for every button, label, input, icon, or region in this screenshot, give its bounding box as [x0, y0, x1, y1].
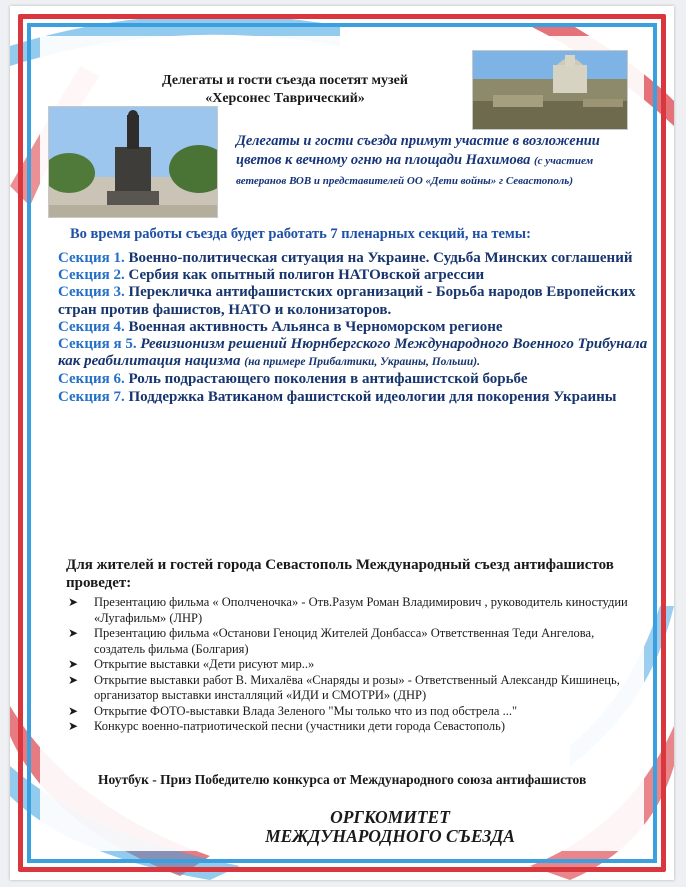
- chersonesos-photo: [472, 50, 628, 130]
- events-list: [68, 595, 640, 735]
- section-item: Секция 6. Роль подрастающего поколения в антифашистской борьбе: [58, 371, 528, 388]
- section-item: Секция 1. Военно-политическая ситуация на Украине. Судьба Минских соглашений: [58, 250, 633, 266]
- section-item: Секция 7. Поддержка Ватиканом фашистской идеологии для покорения Украины: [58, 388, 617, 405]
- prize-text: Ноутбук - Приз Победителю конкурса от Международного союза антифашистов: [98, 772, 587, 787]
- list-item: ➤ Презентацию фильма «Останови Геноцид Жителей Донбасса» Ответственная Теди Ангелова, создатель фильма (Болгария): [68, 626, 595, 656]
- flyer-page: [10, 6, 674, 880]
- wreath-laying-main: Делегаты и гости съезда примут участие в возложении цветов к вечному огню на площади Нахимова: [236, 133, 600, 168]
- organizing-committee-signature: [240, 808, 540, 846]
- section-item: Секция 4. Военная активность Альянса в Черноморском регионе: [58, 318, 503, 335]
- arrow-bullet-icon: ➤: [68, 719, 79, 733]
- sections-list: [58, 250, 648, 406]
- arrow-bullet-icon: ➤: [68, 703, 79, 718]
- wreath-laying-note: (с участием ветеранов ВОВ и представителей ОО «Дети войны» г Севастополь): [236, 155, 594, 187]
- nakhimov-monument-photo: [48, 106, 218, 218]
- committee-line-1: ОРГКОМИТЕТ: [330, 807, 450, 827]
- events-heading: Для жителей и гостей города Севастополь Международный съезд антифашистов проведет:: [66, 557, 614, 591]
- list-item: ➤ Открытие выставки «Дети рисуют мир..»: [68, 657, 315, 671]
- arrow-bullet-icon: ➤: [68, 657, 79, 671]
- arrow-bullet-icon: ➤: [68, 595, 79, 609]
- section-item: Секция 2. Сербия как опытный полигон НАТОвской агрессии: [58, 267, 485, 284]
- arrow-bullet-icon: ➤: [68, 626, 79, 640]
- sections-heading: Во время работы съезда будет работать 7 пленарных секций, на темы:: [70, 226, 531, 242]
- list-item: ➤ Презентацию фильма « Ополченочка» - Отв.Разум Роман Владимирович , руководитель киностудии «Лугафильм» (ЛНР): [68, 595, 628, 625]
- museum-caption: Делегаты и гости съезда посетят музей «Херсонес Таврический»: [162, 73, 408, 106]
- section-item: Секция 3. Перекличка антифашистских организаций - Борьба народов Европейских стран против фашистов, НАТО и колонизаторов.: [58, 284, 636, 318]
- list-item: ➤ Открытие ФОТО-выставки Влада Зеленого "Мы только что из под обстрела ...": [68, 703, 518, 718]
- section-item: Секция я 5. Ревизионизм решений Нюрнбергского Международного Военного Трибунала как реабилитация нацизма (на примере Прибалтики, Украины, Польши).: [58, 336, 648, 370]
- flyer-content: [40, 36, 648, 851]
- wreath-laying-text: [236, 132, 636, 191]
- arrow-bullet-icon: ➤: [68, 672, 79, 687]
- list-item: ➤ Открытие выставки работ В. Михалёва «Снаряды и розы» - Ответственный Александр Кишинець, организатор выставки инсталляций «ИДИ и СМОТРИ» (ДНР): [68, 672, 620, 702]
- committee-line-2: МЕЖДУНАРОДНОГО СЪЕЗДА: [265, 826, 515, 846]
- list-item: ➤ Конкурс военно-патриотической песни (участники дети города Севастополь): [68, 719, 506, 733]
